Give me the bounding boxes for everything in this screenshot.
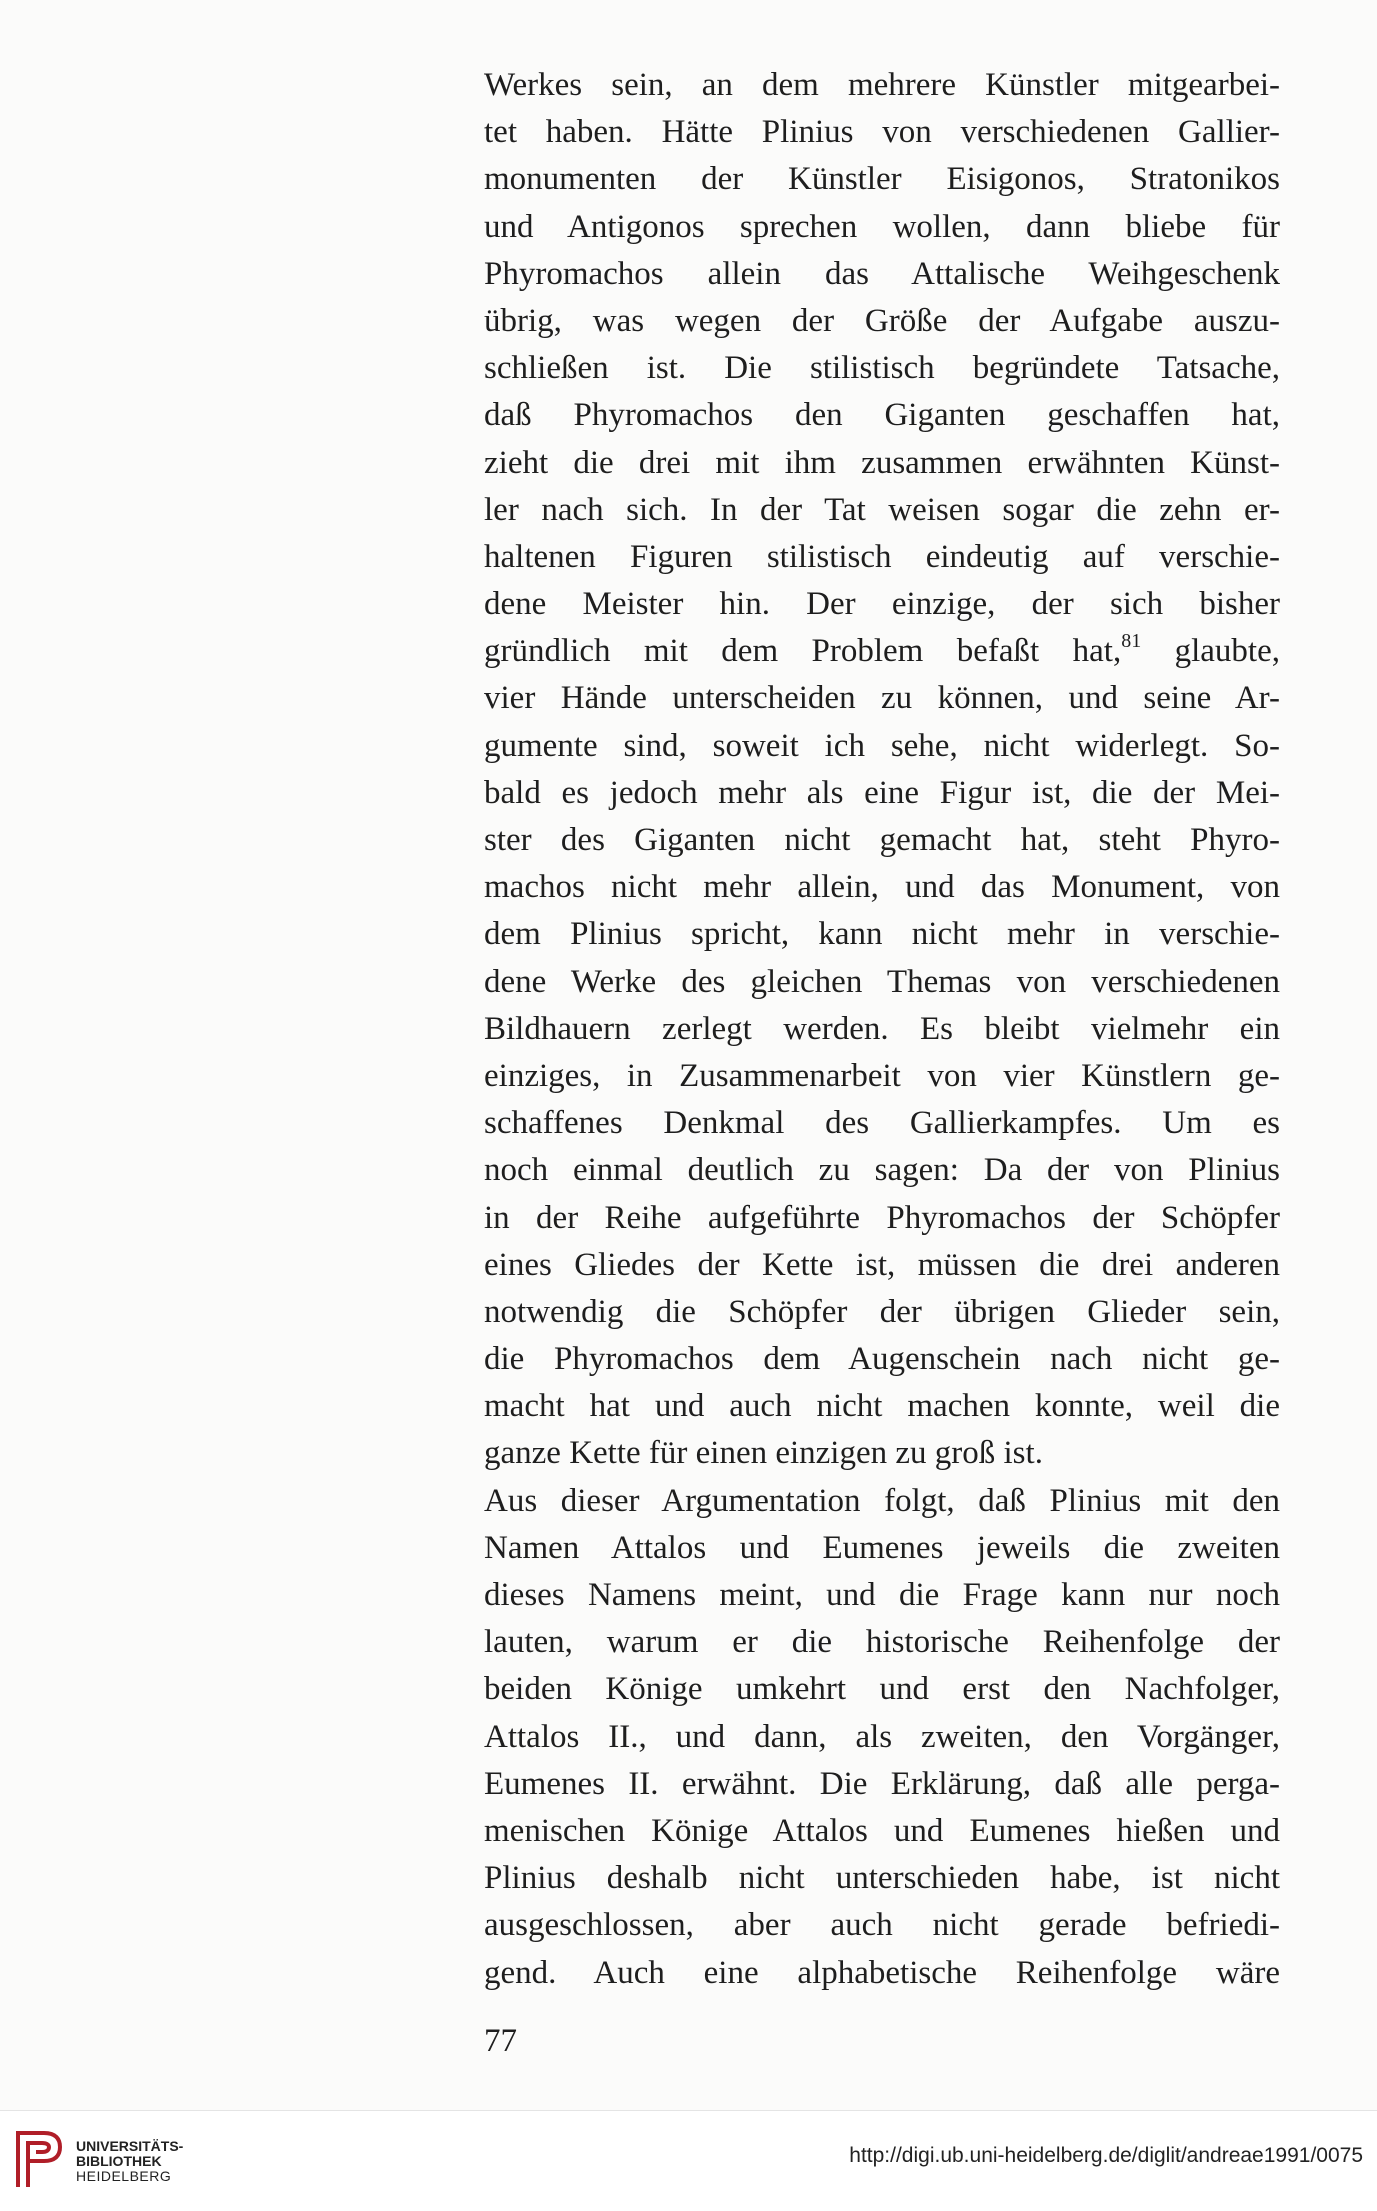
library-name-line: UNIVERSITÄTS- (76, 2138, 184, 2154)
text-line: ausgeschlossen, aber auch nicht gerade befriedi- (484, 1907, 1280, 1944)
text-line: ster des Giganten nicht gemacht hat, steht Phyro- (484, 822, 1280, 858)
text-line: Bildhauern zerlegt werden. Es bleibt vielmehr ein (484, 1010, 1280, 1047)
text-line: eines Gliedes der Kette ist, müssen die drei anderen (484, 1246, 1280, 1283)
text-line: menischen Könige Attalos und Eumenes hießen und (484, 1812, 1280, 1849)
text-line: Namen Attalos und Eumenes jeweils die zweiten (484, 1529, 1280, 1566)
text-line: Aus dieser Argumentation folgt, daß Plinius mit den (484, 1482, 1280, 1519)
library-name (76, 2139, 183, 2184)
text-line: bald es jedoch mehr als eine Figur ist, die der Mei- (484, 774, 1280, 811)
text-line-with-footnote (484, 628, 1280, 675)
body-text (484, 62, 1280, 1997)
text-line: ler nach sich. In der Tat weisen sogar die zehn er- (484, 491, 1280, 528)
text-line: daß Phyromachos den Giganten geschaffen hat, (484, 397, 1280, 434)
text-line: übrig, was wegen der Größe der Aufgabe auszu- (484, 302, 1280, 339)
text-line: monumenten der Künstler Eisigonos, Stratonikos (484, 161, 1280, 198)
text-line: Attalos II., und dann, als zweiten, den Vorgänger, (484, 1718, 1280, 1755)
text-line: haltenen Figuren stilistisch eindeutig auf verschie- (484, 538, 1280, 575)
text-line: beiden Könige umkehrt und erst den Nachfolger, (484, 1671, 1280, 1708)
page-number: 77 (484, 2023, 517, 2059)
text-line: gumente sind, soweit ich sehe, nicht widerlegt. So- (484, 727, 1280, 764)
text-line: Werkes sein, an dem mehrere Künstler mitgearbei- (484, 67, 1280, 103)
footnote-marker[interactable]: 81 (1121, 630, 1142, 653)
library-name-line: HEIDELBERG (76, 2168, 172, 2184)
text-line: Plinius deshalb nicht unterschieden habe, ist nicht (484, 1860, 1280, 1897)
text-line: dem Plinius spricht, kann nicht mehr in verschie- (484, 916, 1280, 953)
text-line: noch einmal deutlich zu sagen: Da der von Plinius (484, 1152, 1280, 1189)
text-line: schaffenes Denkmal des Gallierkampfes. Um es (484, 1105, 1280, 1142)
text-line: lauten, warum er die historische Reihenfolge der (484, 1624, 1280, 1661)
text-line: und Antigonos sprechen wollen, dann bliebe für (484, 208, 1280, 245)
text-segment: glaubte, (1141, 633, 1280, 670)
text-line: dene Meister hin. Der einzige, der sich bisher (484, 586, 1280, 623)
source-url-link[interactable]: http://digi.ub.uni-heidelberg.de/diglit/andreae1991/0075 (849, 2144, 1363, 2167)
text-line: einziges, in Zusammenarbeit von vier Künstlern ge- (484, 1057, 1280, 1094)
text-line: machos nicht mehr allein, und das Monument, von (484, 869, 1280, 906)
text-line: dieses Namens meint, und die Frage kann nur noch (484, 1577, 1280, 1613)
library-logo-icon (14, 2125, 66, 2191)
text-line: vier Hände unterscheiden zu können, und seine Ar- (484, 680, 1280, 717)
text-line: macht hat und auch nicht machen konnte, weil die (484, 1388, 1280, 1425)
text-line: schließen ist. Die stilistisch begründete Tatsache, (484, 350, 1280, 387)
text-line: in der Reihe aufgeführte Phyromachos der Schöpfer (484, 1199, 1280, 1236)
text-line: gend. Auch eine alphabetische Reihenfolge wäre (484, 1954, 1280, 1991)
text-line: die Phyromachos dem Augenschein nach nicht ge- (484, 1341, 1280, 1378)
library-name-line: BIBLIOTHEK (76, 2153, 162, 2169)
text-line: Eumenes II. erwähnt. Die Erklärung, daß alle perga- (484, 1765, 1280, 1802)
text-segment: gründlich mit dem Problem befaßt hat, (484, 633, 1122, 670)
library-footer (0, 2110, 1377, 2211)
text-line: tet haben. Hätte Plinius von verschiedenen Gallier- (484, 114, 1280, 151)
text-line: notwendig die Schöpfer der übrigen Glieder sein, (484, 1293, 1280, 1330)
text-line: dene Werke des gleichen Themas von verschiedenen (484, 963, 1280, 1000)
text-line: zieht die drei mit ihm zusammen erwähnten Künst- (484, 444, 1280, 481)
paragraph-end-line: ganze Kette für einen einzigen zu groß ist. (484, 1435, 1043, 1472)
text-line: Phyromachos allein das Attalische Weihgeschenk (484, 255, 1280, 292)
